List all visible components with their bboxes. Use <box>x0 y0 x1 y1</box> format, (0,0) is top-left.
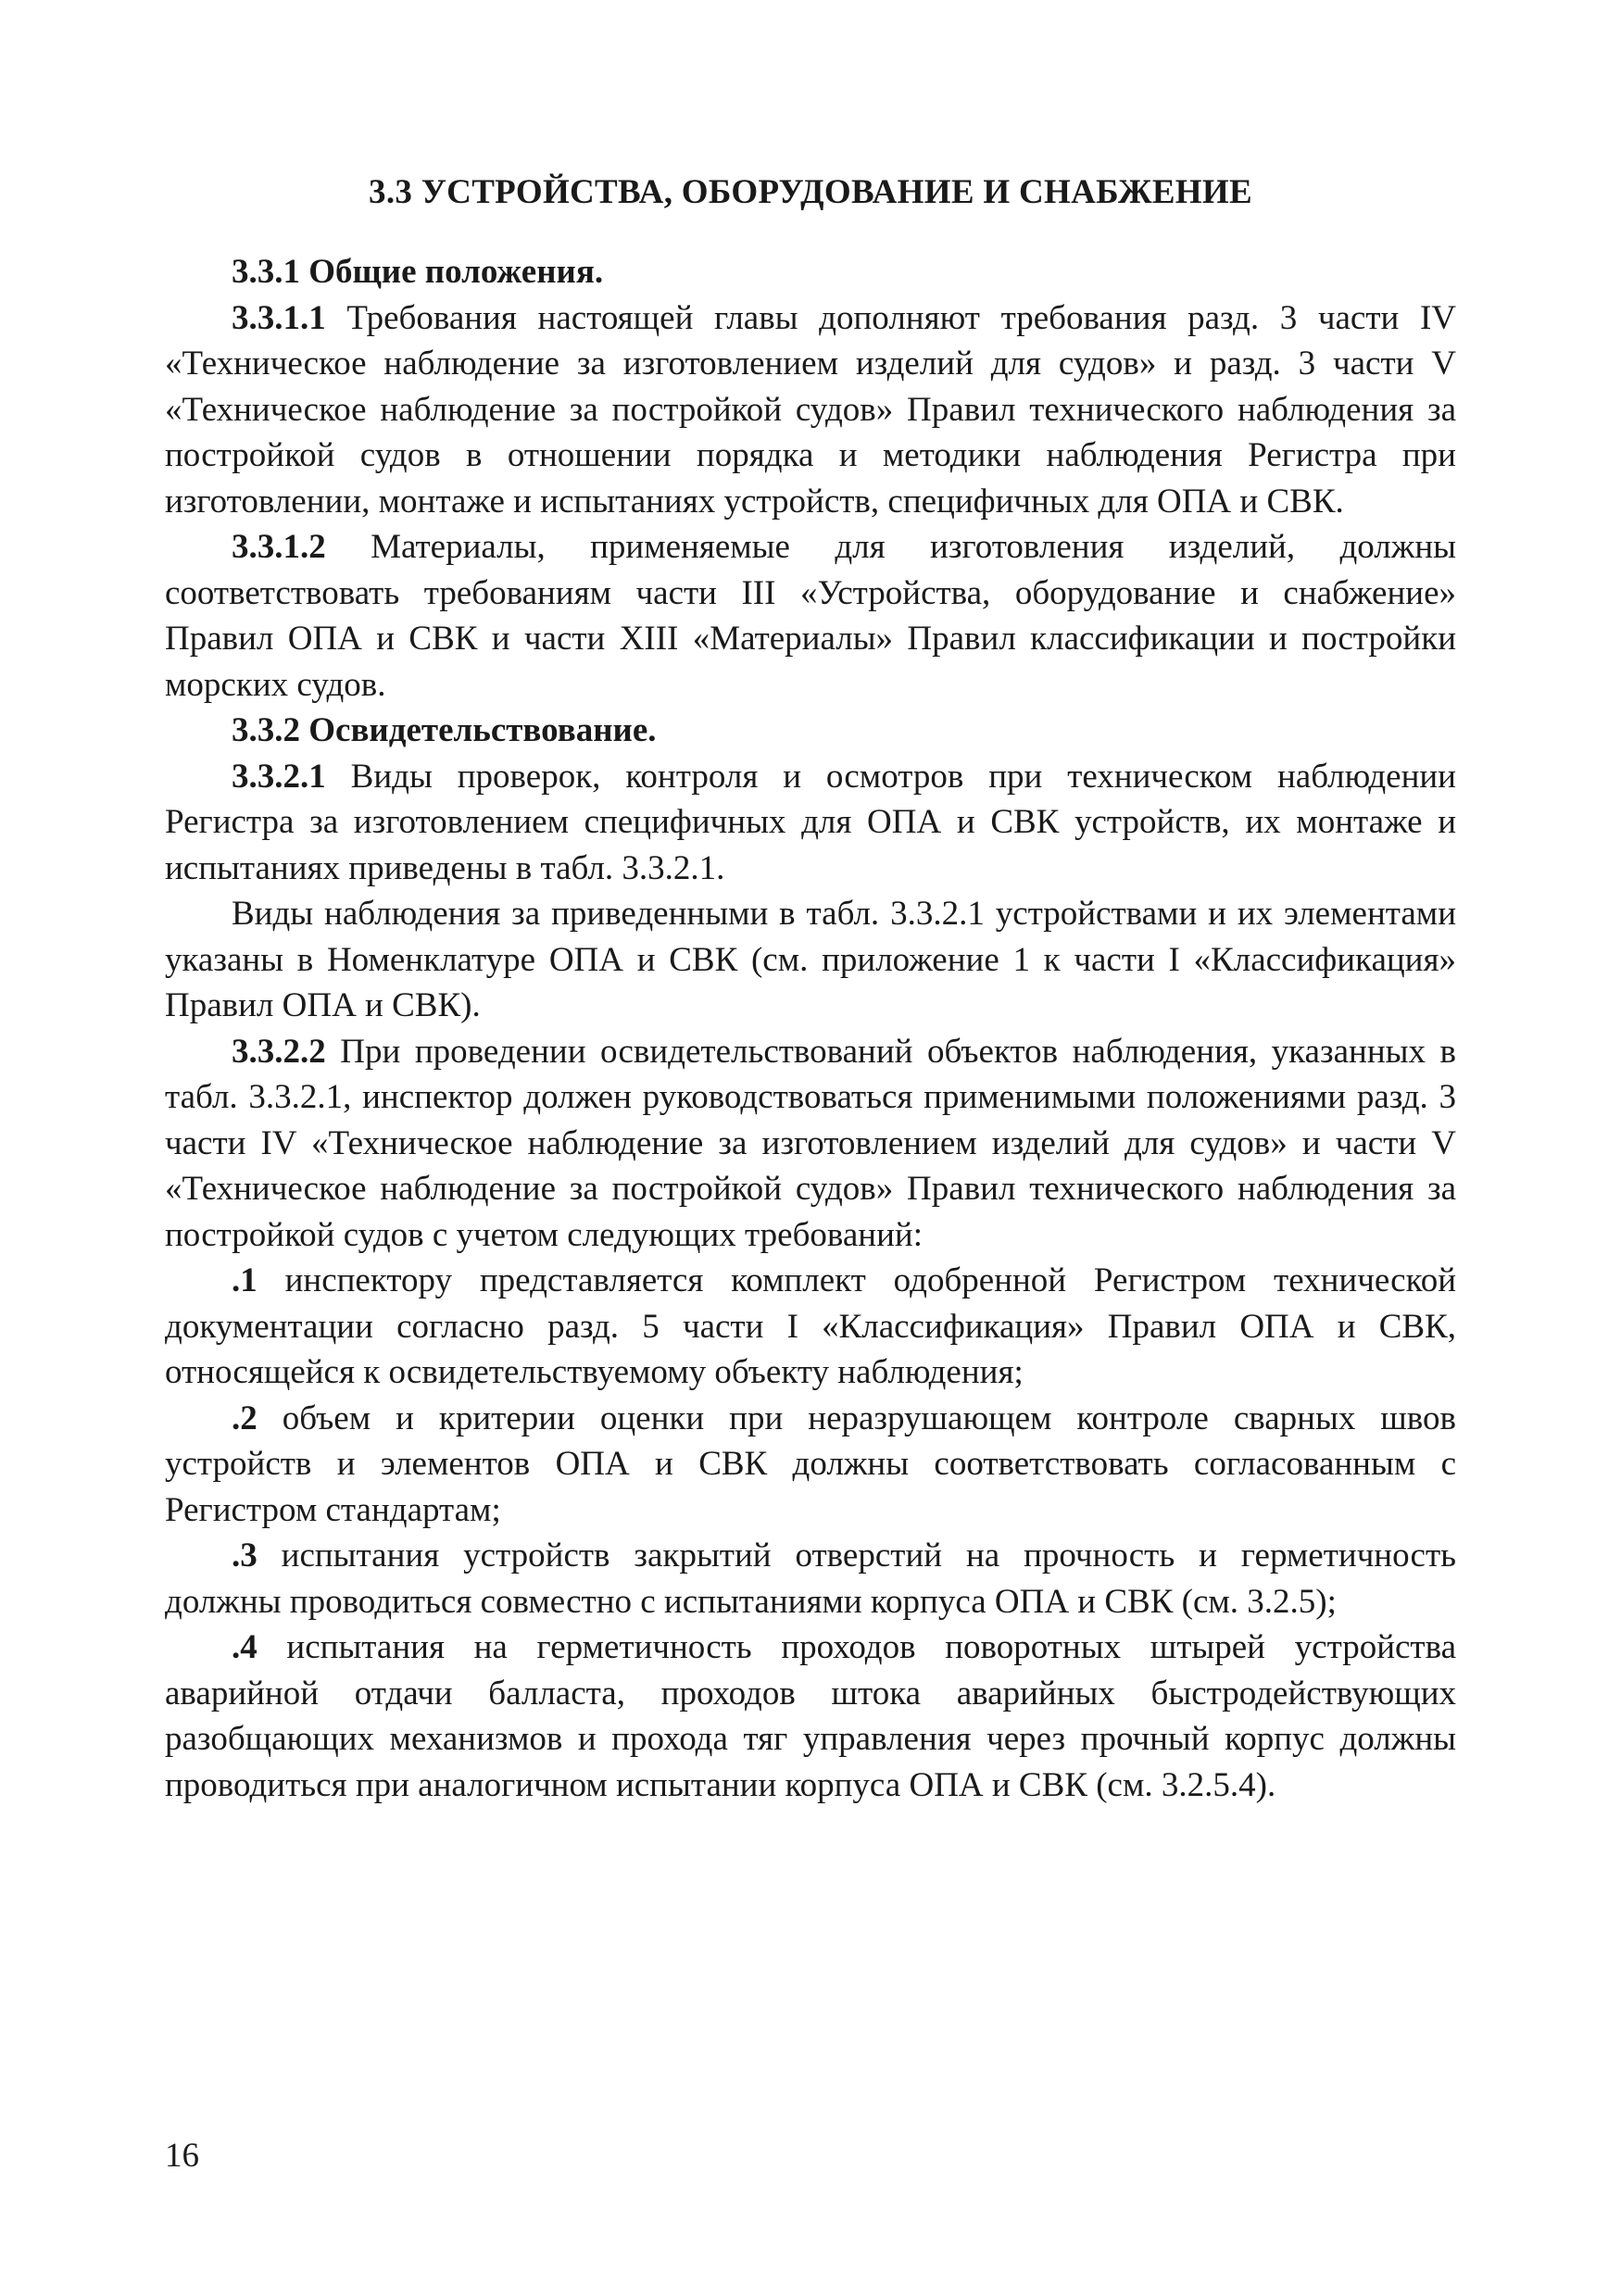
paragraph-3-3-2-1 <box>165 754 1456 892</box>
paragraph-3-3-2-2 <box>165 1029 1456 1259</box>
clause-number: 3.3.2.2 <box>232 1032 326 1071</box>
clause-number: 3.3.1.2 <box>232 528 326 566</box>
item-number: .1 <box>232 1261 258 1299</box>
subsection-heading-general: 3.3.1 Общие положения. <box>232 253 604 291</box>
item-number: .4 <box>232 1628 258 1666</box>
list-item-1 <box>165 1258 1456 1396</box>
paragraph-text: При проведении освидетельствований объектов наблюдения, указанных в табл. 3.3.2.1, инспектор должен руководствоваться применимыми положениями разд. 3 части IV «Техническое наблюдение за изготовлением изделий для судов» и части V «Техническое наблюдение за постройкой судов» Правил технического наблюдения за постройкой судов с учетом следующих требований: <box>165 1032 1456 1254</box>
paragraph-3-3-1-1 <box>165 295 1456 525</box>
list-item-3 <box>165 1533 1456 1625</box>
item-text: испытания на герметичность проходов поворотных штырей устройства аварийной отдачи балласта, проходов штока аварийных быстродействующих разобщающих механизмов и прохода тяг управления через прочный корпус должны проводиться при аналогичном испытании корпуса ОПА и СВК (см. 3.2.5.4). <box>165 1628 1456 1804</box>
paragraph-3-3-2-1-continued: Виды наблюдения за приведенными в табл. 3.3.2.1 устройствами и их элементами указаны в Номенклатуре ОПА и СВК (см. приложение 1 к части I «Классификация» Правил ОПА и СВК). <box>165 895 1456 1024</box>
list-item-2 <box>165 1396 1456 1534</box>
item-text: инспектору представляется комплект одобренной Регистром технической документации согласно разд. 5 части I «Классификация» Правил ОПА и СВК, относящейся к освидетельствуемому объекту наблюдения; <box>165 1261 1456 1391</box>
page-number: 16 <box>165 2137 199 2175</box>
paragraph-3-3-1-2 <box>165 524 1456 708</box>
clause-number: 3.3.1.1 <box>232 298 326 337</box>
paragraph-text: Виды проверок, контроля и осмотров при техническом наблюдении Регистра за изготовлением специфичных для ОПА и СВК устройств, их монтаже и испытаниях приведены в табл. 3.3.2.1. <box>165 757 1456 887</box>
paragraph-text: Материалы, применяемые для изготовления изделий, должны соответствовать требованиям части III «Устройства, оборудование и снабжение» Правил ОПА и СВК и части XIII «Материалы» Правил классификации и постройки морских судов. <box>165 528 1456 704</box>
clause-number: 3.3.2.1 <box>232 757 326 796</box>
subsection-heading-survey: 3.3.2 Освидетельствование. <box>232 711 657 749</box>
page-content <box>165 171 1456 1808</box>
item-text: испытания устройств закрытий отверстий на прочность и герметичность должны проводиться совместно с испытаниями корпуса ОПА и СВК (см. 3.2.5); <box>165 1537 1456 1621</box>
list-item-4 <box>165 1625 1456 1808</box>
item-number: .2 <box>232 1399 258 1437</box>
section-title: 3.3 УСТРОЙСТВА, ОБОРУДОВАНИЕ И СНАБЖЕНИЕ <box>369 173 1252 211</box>
paragraph-text: Требования настоящей главы дополняют требования разд. 3 части IV «Техническое наблюдение за изготовлением изделий для судов» и разд. 3 части V «Техническое наблюдение за постройкой судов» Правил технического наблюдения за постройкой судов в отношении порядка и методики наблюдения Регистра при изготовлении, монтаже и испытаниях устройств, специфичных для ОПА и СВК. <box>165 298 1456 521</box>
item-text: объем и критерии оценки при неразрушающем контроле сварных швов устройств и элементов ОПА и СВК должны соответствовать согласованным с Регистром стандартам; <box>165 1399 1456 1529</box>
item-number: .3 <box>232 1537 258 1575</box>
